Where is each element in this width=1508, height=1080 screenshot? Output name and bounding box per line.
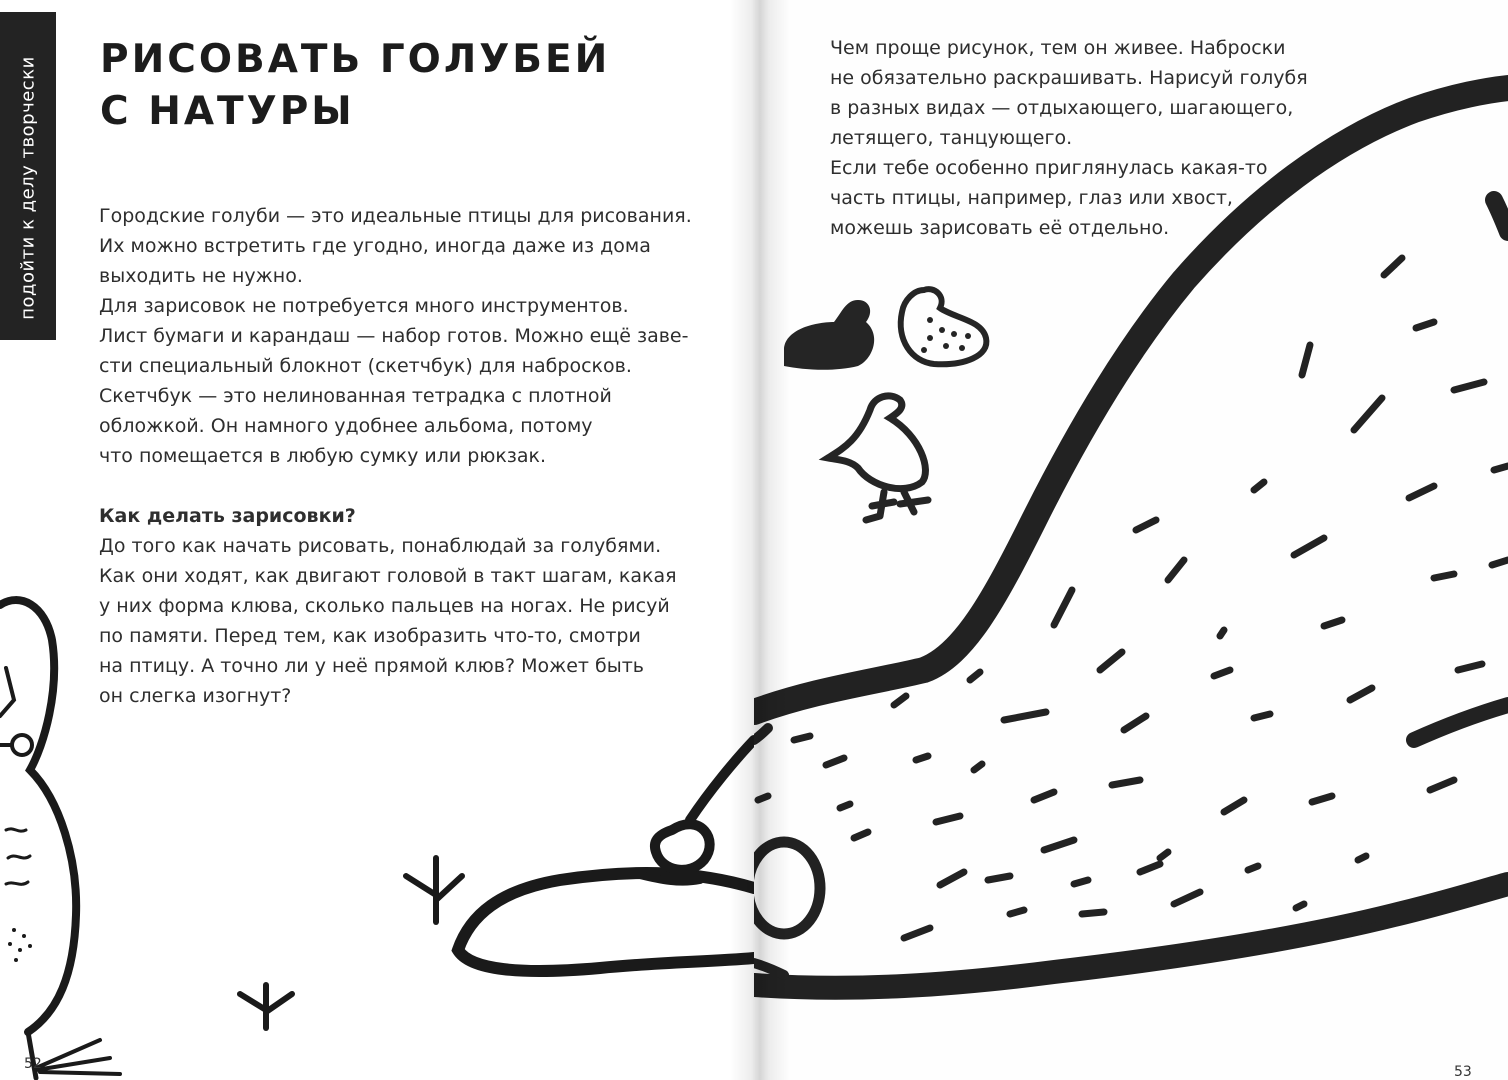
right-text-line: часть птицы, например, глаз или хвост, — [830, 187, 1233, 209]
pigeon-dots — [8, 928, 32, 962]
intro-line: сти специальный блокнот (скетчбук) для набросков. — [99, 355, 632, 377]
right-text-line: Чем проще рисунок, тем он живее. Наброски — [830, 37, 1286, 59]
section-side-tab — [0, 12, 56, 340]
howto-line: он слегка изогнут? — [99, 685, 292, 707]
title-line-2: С НАТУРЫ — [100, 89, 355, 134]
intro-line: обложкой. Он намного удобнее альбома, потому — [99, 415, 593, 437]
right-page — [754, 0, 1508, 1080]
resting-pigeon-sketch — [784, 300, 874, 370]
howto-line: Как они ходят, как двигают головой в такт шагам, какая — [99, 565, 677, 587]
howto-line: на птицу. А точно ли у неё прямой клюв? Может быть — [99, 655, 645, 677]
walking-pigeon-sketch — [828, 396, 928, 520]
grass-sprigs — [240, 858, 462, 1028]
right-text-line: не обязательно раскрашивать. Нарисуй голубя — [830, 67, 1308, 89]
section-side-tab-label: подойти к делу творчески — [17, 56, 39, 320]
intro-line: Лист бумаги и карандаш — набор готов. Можно ещё заве- — [99, 325, 689, 347]
intro-line: Скетчбук — это нелинованная тетрадка с плотной — [99, 385, 612, 407]
page-number-right: 53 — [1454, 1064, 1472, 1080]
howto-subheading: Как делать зарисовки? — [99, 505, 356, 527]
big-pigeon-beak — [458, 740, 754, 971]
right-text-line: в разных видах — отдыхающего, шагающего, — [830, 97, 1294, 119]
page-title — [100, 34, 610, 138]
big-pigeon-eye-icon — [754, 842, 820, 934]
intro-line: Их можно встретить где угодно, иногда даже из дома — [99, 235, 651, 257]
howto-line: у них форма клюва, сколько пальцев на ногах. Не рисуй — [99, 595, 670, 617]
intro-line: что помещается в любую сумку или рюкзак. — [99, 445, 547, 467]
howto-line: До того как начать рисовать, понаблюдай за голубями. — [99, 535, 662, 557]
right-text-line: летящего, танцующего. — [830, 127, 1073, 149]
right-body-text — [830, 33, 1308, 243]
intro-line: Городские голуби — это идеальные птицы для рисования. — [99, 205, 692, 227]
right-text-line: Если тебе особенно приглянулась какая-то — [830, 157, 1268, 179]
intro-line: Для зарисовок не потребуется много инструментов. — [99, 295, 629, 317]
title-line-1: РИСОВАТЬ ГОЛУБЕЙ — [100, 37, 611, 82]
left-body-text — [99, 201, 692, 711]
intro-line: выходить не нужно. — [99, 265, 303, 287]
right-text-line: можешь зарисовать её отдельно. — [830, 217, 1170, 239]
page-number-left: 52 — [24, 1056, 42, 1072]
howto-line: по памяти. Перед тем, как изобразить что-то, смотри — [99, 625, 641, 647]
spotted-pigeon-sketch — [901, 289, 987, 364]
